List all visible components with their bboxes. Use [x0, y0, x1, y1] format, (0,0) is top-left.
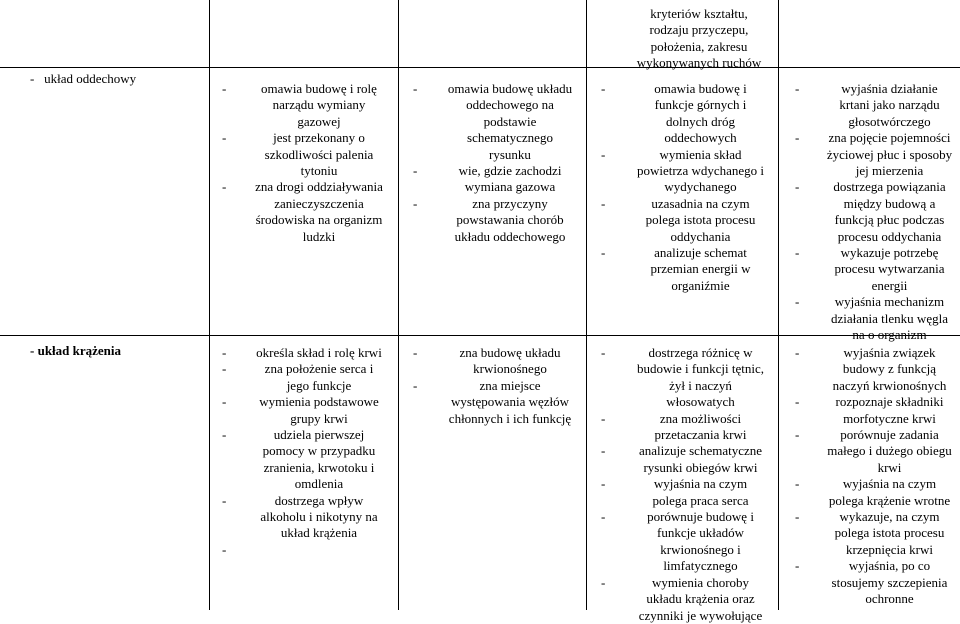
list-item-line: wyjaśnia na czym	[842, 476, 937, 492]
list-item-text	[625, 196, 776, 245]
list-item-line: grupy krwi	[290, 410, 348, 426]
list-item-line: naczyń krwionośnych	[832, 377, 947, 393]
list-item	[795, 81, 960, 130]
cell-circulatory-extended	[413, 345, 583, 427]
list-item-text	[819, 345, 960, 394]
list-item	[222, 493, 392, 542]
list-item-line: wyjaśnia mechanizm	[834, 294, 945, 310]
bullet-dash: -	[795, 294, 800, 310]
list-item-line: omawia budowę i	[654, 81, 747, 96]
list-item-text	[625, 476, 776, 509]
list-item-line: oddechowych	[664, 130, 737, 146]
list-item-line: polega krążenie wrotne	[828, 492, 951, 508]
table-border-vertical	[398, 0, 399, 610]
list-item	[222, 427, 392, 493]
list-item-text	[246, 493, 392, 542]
list-item-line: tytoniu	[300, 163, 338, 179]
list-item-line: analizuje schemat	[654, 245, 747, 261]
bullet-dash: -	[413, 81, 418, 96]
list-item-line: limfatycznego	[663, 558, 738, 574]
list-item-text	[625, 443, 776, 476]
list-item-line: czynniki je wywołujące	[638, 607, 763, 623]
list-item-line: organiźmie	[671, 277, 730, 293]
list-item-line: układu krążenia oraz	[646, 591, 755, 607]
list-item-line: krwionośnego	[473, 361, 547, 377]
bullet-dash: -	[222, 394, 227, 410]
list-item	[413, 196, 583, 245]
bullet-dash: -	[413, 163, 418, 179]
list-item	[795, 130, 960, 179]
top-cell-line: rodzaju przyczepu,	[649, 22, 749, 38]
list-item-text	[246, 179, 392, 245]
cell-circulatory-advanced	[795, 345, 960, 608]
list-item-line: wie, gdzie zachodzi	[458, 163, 562, 179]
list-item-text	[246, 427, 392, 493]
bullet-dash: -	[601, 509, 606, 525]
bullet-dash: -	[601, 574, 606, 590]
bullet-dash: -	[795, 509, 800, 525]
list-item-line: na o organizm	[852, 327, 927, 343]
list-item-line: omawia budowę i rolę	[261, 81, 377, 96]
bullet-dash: -	[601, 345, 606, 360]
list-item-line: analizuje schematyczne	[638, 443, 763, 459]
list-item	[222, 542, 392, 558]
list-item-line: krwi	[877, 459, 902, 475]
bullet-dash: -	[413, 195, 418, 211]
cell-respiratory-basic	[222, 81, 392, 245]
table-border-horizontal	[0, 67, 960, 68]
list-item	[601, 411, 776, 444]
list-item-line: funkcje układów	[656, 525, 744, 541]
list-item-line: rozpoznaje składniki	[835, 394, 944, 410]
list-item	[795, 294, 960, 343]
table-border-vertical	[209, 0, 210, 610]
list-item-line: porównuje zadania	[840, 427, 939, 443]
list-item-text	[819, 427, 960, 476]
list-item-line: dostrzega powiązania	[833, 179, 946, 195]
bullet-dash: -	[795, 345, 800, 360]
cell-respiratory-advanced	[795, 81, 960, 344]
bullet-dash: -	[413, 345, 418, 360]
list-item-text	[819, 294, 960, 343]
list-item-line: występowania węzłów	[450, 394, 570, 410]
list-item	[601, 147, 776, 196]
list-item-text	[437, 163, 583, 196]
list-item-line: zna pojęcie pojemności	[828, 130, 951, 146]
list-item-text	[625, 509, 776, 575]
list-item-line: udziela pierwszej	[273, 427, 365, 443]
list-item-text	[246, 394, 392, 427]
bullet-dash: -	[601, 245, 606, 261]
list-item-line: budowie i funkcji tętnic,	[636, 361, 765, 377]
list-item	[601, 509, 776, 575]
list-item-line: procesu wytwarzania	[834, 261, 945, 277]
bullet-dash: -	[601, 476, 606, 492]
list-item-line: wyjaśnia, po co	[848, 558, 931, 574]
list-item-line: wymiana gazowa	[464, 179, 556, 195]
list-item-line: zna przyczyny	[472, 195, 548, 211]
bullet-dash: -	[222, 492, 227, 508]
list-item-text	[625, 245, 776, 294]
list-item-line: wykazuje, na czym	[839, 509, 940, 525]
list-item-text	[437, 345, 583, 378]
list-item-line: powietrza wdychanego i	[636, 163, 765, 179]
list-item-line: uzasadnia na czym	[651, 195, 750, 211]
row-title-circulatory	[30, 343, 121, 359]
bullet-dash: -	[222, 130, 227, 146]
list-item-line: jego funkcje	[286, 377, 352, 393]
list-item-text	[819, 476, 960, 509]
list-item-line: ochronne	[865, 591, 914, 607]
list-item	[795, 394, 960, 427]
bullet-dash: -	[795, 558, 800, 574]
list-item-line: oddychania	[670, 228, 731, 244]
list-item-line: morfotyczne krwi	[843, 410, 936, 426]
list-item-text	[246, 542, 392, 558]
list-item-line: dostrzega różnicę w	[648, 345, 753, 360]
bullet-dash: -	[222, 361, 227, 377]
list-item-line: zna drogi oddziaływania	[255, 179, 383, 195]
cell-respiratory-complete	[601, 81, 776, 294]
list-item-line: zranienia, krwotoku i	[263, 459, 375, 475]
list-item	[222, 130, 392, 179]
bullet-dash: -	[222, 345, 227, 360]
list-item-line: przemian energii w	[650, 261, 751, 277]
list-item-text	[625, 575, 776, 624]
list-item-text	[246, 81, 392, 130]
list-item-text	[625, 411, 776, 444]
list-item-line: zanieczyszczenia	[274, 195, 364, 211]
list-item-line: układ krążenia	[280, 525, 358, 541]
list-item	[795, 245, 960, 294]
list-item-text	[246, 345, 392, 361]
bullet-dash: -	[601, 443, 606, 459]
list-item-line: przetaczania krwi	[654, 427, 747, 443]
list-item-line: jej mierzenia	[855, 163, 924, 179]
list-item	[222, 81, 392, 130]
bullet-dash: -	[795, 427, 800, 443]
list-item-line: działania tlenku węgla	[831, 310, 948, 326]
top-cell-text	[624, 6, 774, 72]
list-item-text	[819, 81, 960, 130]
row-title-dash: -	[30, 343, 38, 358]
list-item	[222, 361, 392, 394]
list-item-line: wykazuje potrzebę	[840, 245, 939, 261]
list-item-text	[819, 179, 960, 245]
bullet-dash: -	[222, 179, 227, 195]
top-cell-line: kryteriów kształtu,	[650, 6, 748, 21]
list-item-line: zna położenie serca i	[264, 361, 374, 377]
list-item	[601, 81, 776, 147]
list-item-line: wymienia podstawowe	[259, 394, 379, 410]
list-item	[795, 509, 960, 558]
list-item-line: schematycznego	[467, 130, 553, 146]
bullet-dash: -	[795, 476, 800, 492]
cell-circulatory-basic	[222, 345, 392, 558]
list-item-line: wyjaśnia na czym	[653, 476, 748, 492]
list-item-line: zna miejsce	[479, 377, 541, 393]
list-item-line: środowiska na organizm	[255, 212, 383, 228]
bullet-dash: -	[413, 377, 418, 393]
list-item-line: omawia budowę układu	[447, 81, 573, 96]
list-item-line: pomocy w przypadku	[262, 443, 376, 459]
row-title-label: układ oddechowy	[44, 71, 137, 86]
list-item	[413, 81, 583, 163]
list-item-line: jest przekonany o	[273, 130, 365, 146]
list-item	[601, 476, 776, 509]
list-item-line: życiowej płuc i sposoby	[826, 146, 953, 162]
list-item-line: wymienia choroby	[651, 574, 750, 590]
bullet-dash: -	[795, 394, 800, 410]
bullet-dash: -	[222, 541, 227, 557]
list-item-line: budowy z funkcją	[842, 361, 937, 377]
list-item-line: porównuje budowę i	[647, 509, 754, 525]
list-item-line: alkoholu i nikotyny na	[260, 509, 378, 525]
list-item-line: gazowej	[297, 113, 341, 129]
list-item-line: małego i dużego obiegu	[827, 443, 952, 459]
list-item-line: chłonnych i ich funkcję	[448, 410, 572, 426]
list-item-line: głosotwórczego	[848, 113, 931, 129]
list-item-line: podstawie	[483, 113, 537, 129]
list-item-line: szkodliwości palenia	[264, 146, 374, 162]
list-item-text	[437, 378, 583, 427]
bullet-dash: -	[795, 130, 800, 146]
list-item-line	[246, 542, 392, 558]
list-item-line: zna budowę układu	[459, 345, 561, 360]
list-item-line: funkcją płuc podczas	[834, 212, 945, 228]
list-item-line: żył i naczyń	[669, 377, 732, 393]
list-item-line: krzepnięcia krwi	[846, 541, 933, 557]
list-item-text	[437, 81, 583, 163]
bullet-dash: -	[222, 81, 227, 96]
list-item-line: powstawania chorób	[456, 212, 564, 228]
list-item-line: dolnych dróg	[666, 113, 735, 129]
cell-respiratory-extended	[413, 81, 583, 245]
list-item	[601, 196, 776, 245]
list-item-line: polega praca serca	[652, 492, 749, 508]
row-title-respiratory	[30, 71, 136, 87]
top-cell-line: wykonywanych ruchów	[636, 55, 762, 71]
list-item-line: określa skład i rolę krwi	[256, 345, 382, 360]
list-item-line: ludzki	[302, 228, 336, 244]
list-item	[601, 575, 776, 624]
list-item-line: stosujemy szczepienia	[831, 574, 948, 590]
table-border-vertical	[586, 0, 587, 610]
list-item	[795, 558, 960, 607]
list-item-text	[246, 361, 392, 394]
list-item-text	[246, 130, 392, 179]
list-item	[795, 476, 960, 509]
list-item	[601, 245, 776, 294]
list-item	[795, 427, 960, 476]
list-item-line: energii	[871, 277, 908, 293]
list-item	[222, 179, 392, 245]
list-item-line: układu oddechowego	[454, 228, 566, 244]
list-item-line: krwionośnego i	[660, 541, 741, 557]
list-item	[413, 345, 583, 378]
list-item	[413, 378, 583, 427]
list-item	[795, 179, 960, 245]
list-item-line: między budową a	[843, 195, 936, 211]
list-item-text	[819, 509, 960, 558]
bullet-dash: -	[601, 146, 606, 162]
list-item	[413, 163, 583, 196]
list-item-line: zna możliwości	[659, 410, 742, 426]
list-item	[222, 345, 392, 361]
list-item-line: wymienia skład	[659, 146, 742, 162]
list-item-text	[625, 81, 776, 147]
table-border-vertical	[778, 0, 779, 610]
top-cell-line: położenia, zakresu	[650, 38, 748, 54]
bullet-dash: -	[222, 427, 227, 443]
list-item-text	[819, 130, 960, 179]
list-item-line: polega istota procesu	[834, 525, 945, 541]
row-title-dash: -	[30, 71, 45, 86]
list-item-text	[625, 147, 776, 196]
bullet-dash: -	[601, 81, 606, 96]
list-item-line: narządu wymiany	[272, 97, 366, 113]
list-item-line: krtani jako narządu	[839, 97, 940, 113]
list-item-line: oddechowego na	[466, 97, 554, 113]
list-item-line: funkcje górnych i	[654, 97, 747, 113]
bullet-dash: -	[795, 81, 800, 96]
bullet-dash: -	[795, 179, 800, 195]
list-item-line: rysunku	[489, 146, 531, 162]
list-item-text	[625, 345, 776, 411]
list-item-line: wyjaśnia związek	[843, 345, 936, 360]
list-item-line: omdlenia	[294, 476, 344, 492]
list-item-line: rysunki obiegów krwi	[643, 459, 758, 475]
list-item	[795, 345, 960, 394]
list-item-line: dostrzega wpływ	[274, 492, 364, 508]
bullet-dash: -	[795, 245, 800, 261]
list-item-line: procesu oddychania	[837, 228, 942, 244]
list-item-text	[819, 558, 960, 607]
list-item-line: włosowatych	[666, 394, 735, 410]
bullet-dash: -	[601, 410, 606, 426]
list-item-text	[819, 394, 960, 427]
list-item	[222, 394, 392, 427]
list-item-line: wyjaśnia działanie	[841, 81, 938, 96]
cell-circulatory-complete	[601, 345, 776, 624]
list-item-line: wydychanego	[664, 179, 737, 195]
list-item	[601, 345, 776, 411]
list-item-line: polega istota procesu	[645, 212, 756, 228]
row-title-label: układ krążenia	[37, 343, 122, 358]
list-item-text	[819, 245, 960, 294]
list-item-text	[437, 196, 583, 245]
list-item	[601, 443, 776, 476]
bullet-dash: -	[601, 195, 606, 211]
